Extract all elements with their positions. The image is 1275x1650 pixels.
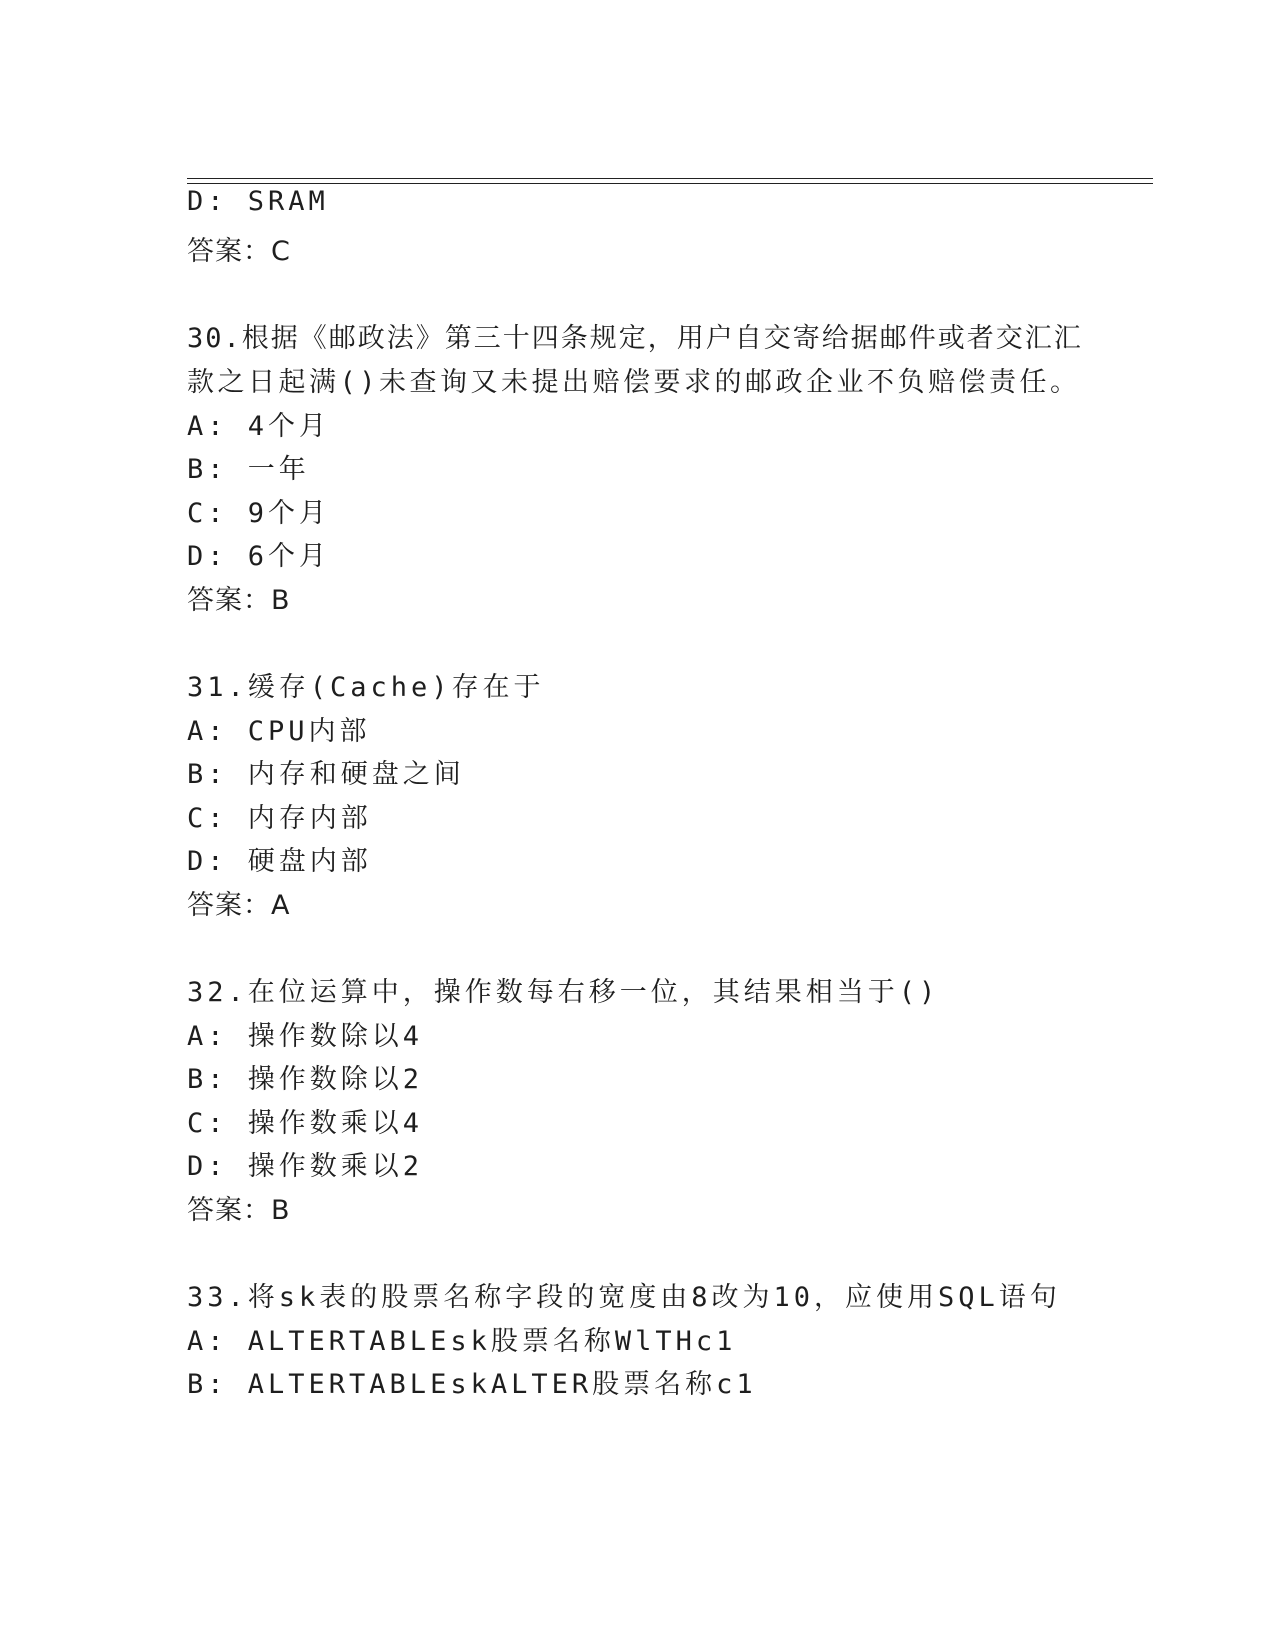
q31-stem: 31.缓存(Cache)存在于	[187, 672, 545, 703]
q30-option-d: D: 6个月	[187, 541, 331, 572]
header-divider-top	[187, 178, 1153, 179]
q31-option-c: C: 内存内部	[187, 803, 372, 834]
q32-option-a: A: 操作数除以4	[187, 1021, 424, 1052]
q30-answer: 答案：B	[187, 585, 291, 616]
q31-option-a: A: CPU内部	[187, 716, 371, 747]
q32-stem: 32.在位运算中，操作数每右移一位，其结果相当于()	[187, 977, 940, 1008]
q30-option-c: C: 9个月	[187, 498, 331, 529]
header-line-1	[187, 74, 1087, 107]
q31-option-d: D: 硬盘内部	[187, 846, 372, 877]
q31-option-b: B: 内存和硬盘之间	[187, 759, 465, 790]
q32-option-d: D: 操作数乘以2	[187, 1151, 424, 1182]
prev-answer: 答案：C	[187, 236, 291, 267]
q32-answer: 答案：B	[187, 1195, 291, 1226]
q30-option-a: A: 4个月	[187, 411, 331, 442]
q33-option-a: A: ALTERTABLEsk股票名称WlTHc1	[187, 1326, 737, 1357]
q33-stem: 33.将sk表的股票名称字段的宽度由8改为10，应使用SQL语句	[187, 1282, 1061, 1313]
q32-option-b: B: 操作数除以2	[187, 1064, 424, 1095]
q32-option-c: C: 操作数乘以4	[187, 1108, 424, 1139]
document-header	[187, 74, 1087, 140]
prev-option-d: D: SRAM	[187, 186, 329, 217]
q30-option-b: B: 一年	[187, 454, 310, 485]
q31-answer: 答案：A	[187, 890, 291, 921]
q33-option-b: B: ALTERTABLEskALTER股票名称c1	[187, 1369, 757, 1400]
q30-stem-line-2: 款之日起满()未查询又未提出赔偿要求的邮政企业不负赔偿责任。	[187, 367, 1081, 398]
q30-stem-line-1: 30.根据《邮政法》第三十四条规定，用户自交寄给据邮件或者交汇汇	[187, 323, 1083, 354]
header-divider-bottom	[187, 183, 1153, 184]
header-line-2	[187, 107, 1087, 140]
